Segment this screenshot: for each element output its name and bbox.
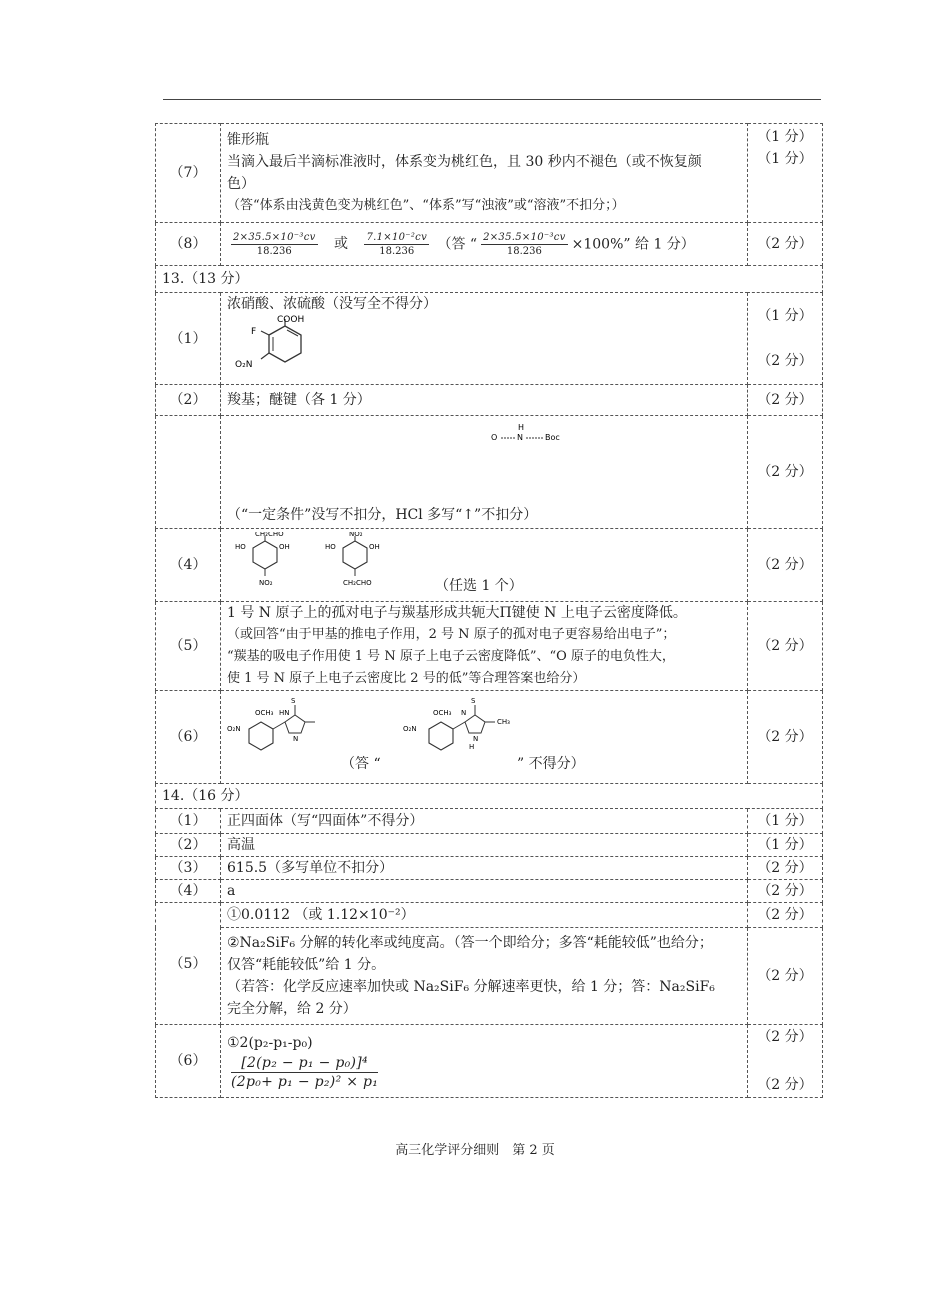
answer-line: 1 号 N 原子上的孤对电子与羰基形成共轭大Π键使 N 上电子云密度降低。 xyxy=(227,605,687,621)
f-label: F xyxy=(251,327,257,337)
row-14-1 xyxy=(156,809,823,834)
answer-text: a xyxy=(221,880,748,903)
ho-label: HO xyxy=(325,543,336,551)
answer-line: 使 1 号 N 原子上电子云密度比 2 号的低”等合理答案也给分） xyxy=(227,671,586,686)
score: （2 分） xyxy=(748,903,823,928)
answer-cell xyxy=(221,529,748,602)
question-label: （1） xyxy=(156,293,221,385)
answer-line: 色） xyxy=(227,176,255,192)
o2n-label: O₂N xyxy=(403,725,417,733)
ch2cho-label: CH₂CHO xyxy=(343,579,372,587)
cooh-label: COOH xyxy=(277,315,305,325)
row-7 xyxy=(156,124,823,223)
wrong-structure xyxy=(403,697,510,751)
correct-structure xyxy=(227,697,315,750)
section-13 xyxy=(156,266,823,293)
question-label: （4） xyxy=(156,529,221,602)
answer-text: 羧基；醚键（各 1 分） xyxy=(221,385,748,416)
row-13-6 xyxy=(156,691,823,784)
question-label: （6） xyxy=(156,1025,221,1098)
boc-fragment xyxy=(491,420,611,446)
answer-text: 正四面体（写“四面体”不得分） xyxy=(221,809,748,834)
n-label: N xyxy=(293,735,299,743)
score: （2 分） xyxy=(748,880,823,903)
numerator: [2(p₂ − p₁ − p₀)]⁴ xyxy=(231,1054,378,1073)
score: （2 分） xyxy=(757,1029,813,1045)
answer-line: 锥形瓶 xyxy=(227,132,269,148)
answer-cell xyxy=(221,691,748,784)
boc-label: Boc xyxy=(545,433,560,442)
note-prefix: （答 “ xyxy=(341,756,381,772)
denominator: (2p₀+ p₁ − p₂)² × p₁ xyxy=(231,1073,379,1090)
row-14-3 xyxy=(156,857,823,880)
answer-line: 仅答“耗能较低”给 1 分。 xyxy=(227,957,386,973)
ch2cho-label: CH₂CHO xyxy=(255,532,284,538)
score: （2 分） xyxy=(748,857,823,880)
row-13-4 xyxy=(156,529,823,602)
fraction xyxy=(231,231,318,258)
s-label: S xyxy=(471,697,476,705)
header-rule xyxy=(163,99,821,100)
answer-line: “羰基的吸电子作用使 1 号 N 原子上电子云密度降低”、“O 原子的电负性大， xyxy=(227,649,675,664)
row-14-4 xyxy=(156,880,823,903)
score: （2 分） xyxy=(748,385,823,416)
question-label xyxy=(156,416,221,529)
answer-text: 高温 xyxy=(221,834,748,857)
row-13-3 xyxy=(156,416,823,529)
score: （1 分） xyxy=(748,809,823,834)
row-14-5b xyxy=(156,928,823,1025)
numerator: 2×35.5×10⁻³cv xyxy=(483,231,566,243)
row-13-1 xyxy=(156,293,823,385)
fraction xyxy=(364,231,429,258)
answer-note: （任选 1 个） xyxy=(435,578,523,594)
grading-table xyxy=(155,123,823,1098)
answer-line: 完全分解，给 2 分） xyxy=(227,1001,357,1017)
answer-cell xyxy=(221,293,748,385)
answer-cell xyxy=(221,602,748,691)
h-label: H xyxy=(518,423,525,432)
question-label: （3） xyxy=(156,857,221,880)
score: （2 分） xyxy=(757,353,813,369)
row-8 xyxy=(156,223,823,266)
h-label: H xyxy=(469,743,475,751)
score: （2 分） xyxy=(748,691,823,784)
score: （2 分） xyxy=(748,602,823,691)
ho-label: HO xyxy=(235,543,246,551)
answer-text: ①2(p₂-p₁-p₀) xyxy=(227,1034,313,1051)
row-14-6 xyxy=(156,1025,823,1098)
row-14-5a xyxy=(156,903,823,928)
o-label: O xyxy=(491,433,498,442)
oh-label: OH xyxy=(369,543,380,551)
score: （2 分） xyxy=(748,529,823,602)
section-14 xyxy=(156,784,823,809)
question-label: （4） xyxy=(156,880,221,903)
answer-cell xyxy=(221,416,748,529)
answer-cell xyxy=(221,124,748,223)
row-13-2 xyxy=(156,385,823,416)
answer-line: 当滴入最后半滴标准液时，体系变为桃红色，且 30 秒内不褪色（或不恢复颜 xyxy=(227,154,702,170)
question-label: （5） xyxy=(156,602,221,691)
score: （2 分） xyxy=(748,223,823,266)
or-text: 或 xyxy=(334,236,349,252)
answer-cell xyxy=(221,1025,748,1098)
denominator: 18.236 xyxy=(256,245,292,257)
o2n-label: O₂N xyxy=(227,725,241,733)
numerator: 7.1×10⁻²cv xyxy=(366,231,428,243)
question-label: （7） xyxy=(156,124,221,223)
note-suffix: ” 不得分） xyxy=(517,756,585,772)
no2-label: NO₂ xyxy=(259,579,273,587)
score-cell xyxy=(748,293,823,385)
o2n-label: O₂N xyxy=(235,360,253,370)
question-label: （2） xyxy=(156,385,221,416)
answer-cell xyxy=(221,223,748,266)
score-cell xyxy=(748,124,823,223)
n-label: N xyxy=(473,735,479,743)
answer-line: （若答：化学反应速率加快或 Na₂SiF₆ 分解速率更快，给 1 分；答：Na₂SiF₆ xyxy=(227,979,715,995)
denominator: 18.236 xyxy=(379,245,415,257)
question-label: （5） xyxy=(156,903,221,1025)
denominator: 18.236 xyxy=(506,245,542,257)
numerator: 2×35.5×10⁻³cv xyxy=(233,231,316,243)
och3-label: OCH₃ xyxy=(433,709,452,717)
answer-note: （“一定条件”没写不扣分，HCl 多写“↑”不扣分） xyxy=(227,507,538,523)
answer-line: ②Na₂SiF₆ 分解的转化率或纯度高。（答一个即给分；多答“耗能较低”也给分； xyxy=(227,935,713,951)
question-label: （1） xyxy=(156,809,221,834)
answer-text: 浓硝酸、浓硫酸（没写全不得分） xyxy=(227,296,437,312)
note-prefix: （答 “ xyxy=(437,236,478,252)
answer-text: 615.5（多写单位不扣分） xyxy=(221,857,748,880)
no2-label: NO₂ xyxy=(349,532,363,538)
och3-label: OCH₃ xyxy=(255,709,274,717)
isomer-1 xyxy=(235,532,290,587)
question-label: （6） xyxy=(156,691,221,784)
section-title: 14.（16 分） xyxy=(156,784,823,809)
s-label: S xyxy=(291,697,296,705)
answer-text: ①0.0112 （或 1.12×10⁻²） xyxy=(221,903,748,928)
n-label: N xyxy=(461,709,467,717)
score: （2 分） xyxy=(748,928,823,1025)
question-label: （2） xyxy=(156,834,221,857)
structure-isomers xyxy=(225,532,425,596)
score: （2 分） xyxy=(757,1077,813,1093)
isomer-2 xyxy=(325,532,380,587)
fraction xyxy=(481,231,568,258)
structure-fluoro-nitrobenzoic-acid xyxy=(227,315,347,377)
score-cell xyxy=(748,1025,823,1098)
answer-note: （答“体系由浅黄色变为桃红色”、“体系”写“浊液”或“溶液”不扣分；） xyxy=(227,198,625,213)
row-13-5 xyxy=(156,602,823,691)
score: （1 分） xyxy=(757,151,813,167)
answer-line: （或回答“由于甲基的推电子作用，2 号 N 原子的孤对电子更容易给出电子”； xyxy=(227,627,676,642)
score: （1 分） xyxy=(757,129,813,145)
page-footer: 高三化学评分细则 第 2 页 xyxy=(395,1143,555,1158)
n-label: N xyxy=(517,433,523,442)
note-suffix: ×100%” 给 1 分） xyxy=(571,236,695,252)
score: （1 分） xyxy=(748,834,823,857)
score: （1 分） xyxy=(757,308,813,324)
hn-label: HN xyxy=(279,709,290,717)
section-title: 13.（13 分） xyxy=(156,266,823,293)
row-14-2 xyxy=(156,834,823,857)
answer-cell xyxy=(221,928,748,1025)
oh-label: OH xyxy=(279,543,290,551)
score: （2 分） xyxy=(748,416,823,529)
fraction xyxy=(231,1054,378,1091)
question-label: （8） xyxy=(156,223,221,266)
ch3-label: CH₃ xyxy=(497,718,510,726)
